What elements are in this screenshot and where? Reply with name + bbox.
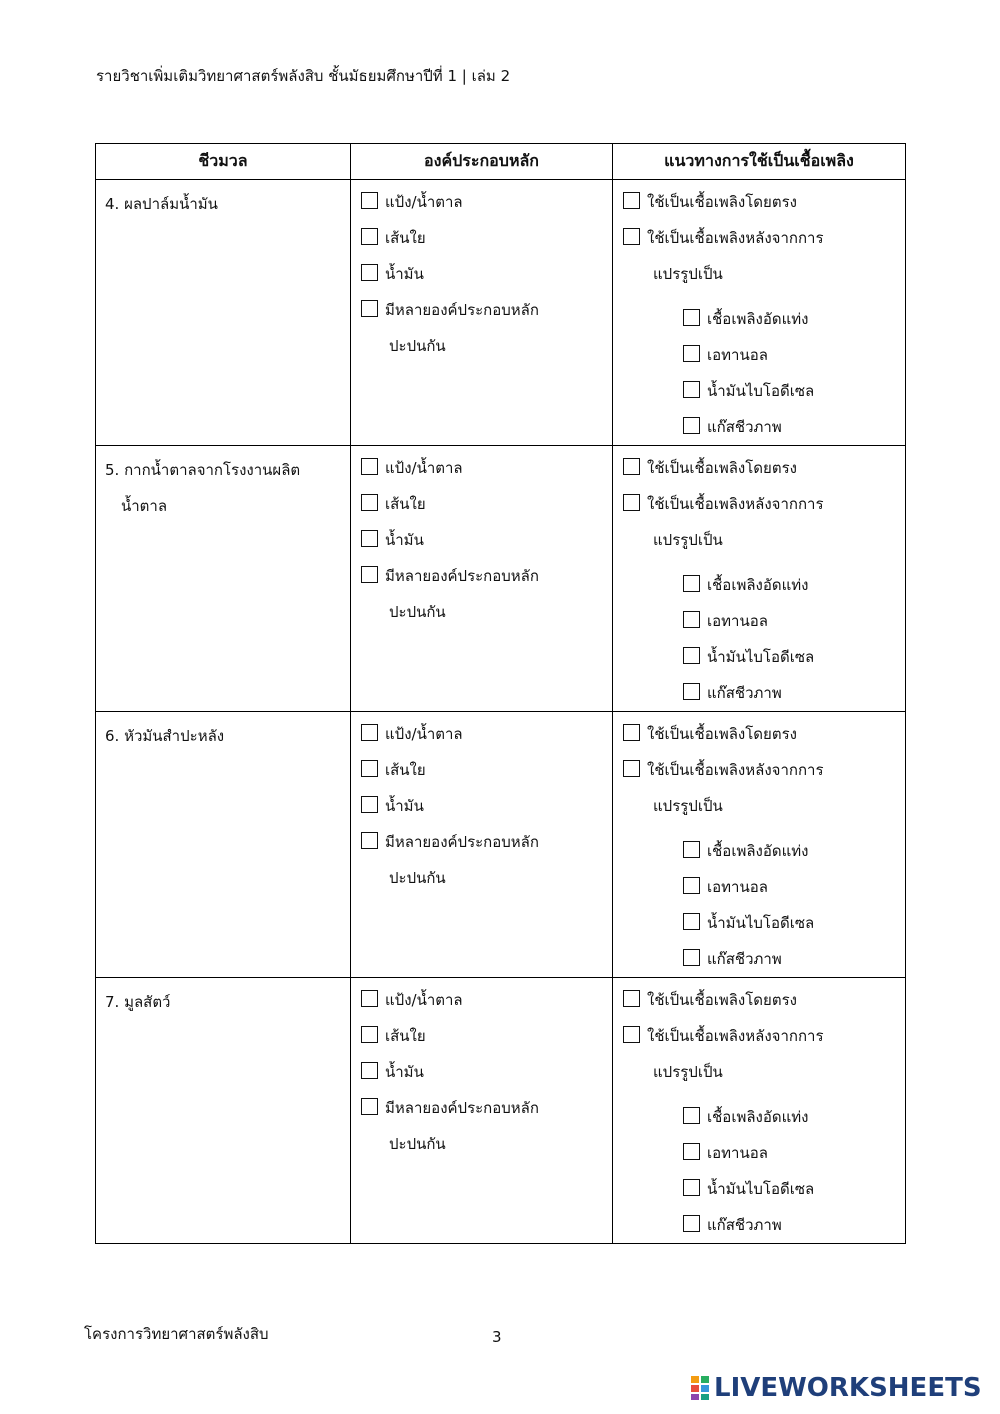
checkbox-label: ใช้เป็นเชื้อเพลิงโดยตรง [647, 193, 797, 211]
biomass-table [95, 143, 906, 1244]
fuel-use-option-cont: แปรรูปเป็น [653, 797, 723, 815]
biomass-name-text: 4. ผลปาล์มน้ำมัน [105, 195, 218, 213]
biomass-name [96, 446, 350, 524]
fuel-use-cell [613, 446, 906, 712]
fuel-subtype-options [623, 1099, 905, 1243]
fuel-use-option [623, 184, 905, 220]
checkbox[interactable] [361, 264, 378, 281]
component-option [361, 558, 612, 594]
components-options [351, 978, 612, 1162]
checkbox[interactable] [361, 760, 378, 777]
biomass-cell [96, 712, 351, 978]
fuel-subtype-option [683, 1171, 905, 1207]
checkbox-label: แป้ง/น้ำตาล [385, 459, 463, 477]
checkbox[interactable] [361, 796, 378, 813]
biomass-name [96, 978, 350, 1020]
fuel-subtype-option [683, 1099, 905, 1135]
checkbox[interactable] [683, 417, 700, 434]
checkbox[interactable] [361, 192, 378, 209]
checkbox[interactable] [683, 381, 700, 398]
checkbox[interactable] [623, 228, 640, 245]
checkbox[interactable] [623, 724, 640, 741]
page-header: รายวิชาเพิ่มเติมวิทยาศาสตร์พลังสิบ ชั้นมัธยมศึกษาปีที่ 1 | เล่ม 2 [96, 67, 511, 85]
fuel-subtype-option [683, 373, 905, 409]
checkbox-label: แป้ง/น้ำตาล [385, 991, 463, 1009]
fuel-subtype-option [683, 337, 905, 373]
checkbox[interactable] [683, 841, 700, 858]
fuel-subtype-option [683, 639, 905, 675]
component-option [361, 788, 612, 824]
biomass-name-cont: น้ำตาล [121, 497, 168, 515]
component-option [361, 982, 612, 1018]
checkbox[interactable] [361, 300, 378, 317]
table-header-row [96, 144, 906, 180]
component-option-cont: ปะปนกัน [389, 869, 446, 887]
fuel-subtype-option [683, 603, 905, 639]
fuel-use-cell [613, 712, 906, 978]
checkbox-label: ใช้เป็นเชื้อเพลิงหลังจากการ [647, 1027, 824, 1045]
fuel-use-cell [613, 180, 906, 446]
checkbox-label: เอทานอล [707, 612, 768, 630]
footer-project: โครงการวิทยาศาสตร์พลังสิบ [84, 1325, 269, 1343]
biomass-name-text: 7. มูลสัตว์ [105, 993, 171, 1011]
checkbox[interactable] [623, 192, 640, 209]
component-option [361, 450, 612, 486]
fuel-use-options [613, 446, 905, 711]
checkbox-label: แก๊สชีวภาพ [707, 950, 782, 968]
liveworksheets-icon [690, 1375, 710, 1401]
component-option [361, 1054, 612, 1090]
fuel-subtype-option [683, 869, 905, 905]
component-option [361, 184, 612, 220]
fuel-use-option [623, 220, 905, 256]
fuel-use-option [623, 486, 905, 522]
checkbox[interactable] [623, 458, 640, 475]
biomass-name-text: 5. กากน้ำตาลจากโรงงานผลิต [105, 461, 301, 479]
checkbox-label: มีหลายองค์ประกอบหลัก [385, 1099, 539, 1117]
checkbox[interactable] [683, 913, 700, 930]
checkbox[interactable] [683, 611, 700, 628]
checkbox[interactable] [683, 1179, 700, 1196]
table-row [96, 180, 906, 446]
checkbox-label: เชื้อเพลิงอัดแท่ง [707, 310, 809, 328]
column-header-biomass: ชีวมวล [96, 144, 351, 180]
checkbox-label: น้ำมัน [385, 1063, 424, 1081]
checkbox-label: แป้ง/น้ำตาล [385, 193, 463, 211]
table-row [96, 446, 906, 712]
checkbox-label: เส้นใย [385, 229, 426, 247]
column-header-fuel-use: แนวทางการใช้เป็นเชื้อเพลิง [613, 144, 906, 180]
component-option [361, 292, 612, 328]
component-option-cont: ปะปนกัน [389, 603, 446, 621]
checkbox-label: ใช้เป็นเชื้อเพลิงโดยตรง [647, 991, 797, 1009]
checkbox-label: ใช้เป็นเชื้อเพลิงหลังจากการ [647, 761, 824, 779]
fuel-use-option-cont: แปรรูปเป็น [653, 265, 723, 283]
component-option [361, 522, 612, 558]
checkbox[interactable] [683, 949, 700, 966]
liveworksheets-logo [690, 1373, 982, 1403]
fuel-use-option [623, 1018, 905, 1054]
checkbox[interactable] [361, 724, 378, 741]
checkbox[interactable] [683, 309, 700, 326]
checkbox[interactable] [361, 1062, 378, 1079]
fuel-subtype-option [683, 675, 905, 711]
fuel-subtype-options [623, 567, 905, 711]
fuel-subtype-option [683, 1135, 905, 1171]
components-cell [351, 712, 613, 978]
checkbox-label: เอทานอล [707, 1144, 768, 1162]
components-cell [351, 180, 613, 446]
checkbox-label: ใช้เป็นเชื้อเพลิงโดยตรง [647, 725, 797, 743]
checkbox-label: เชื้อเพลิงอัดแท่ง [707, 1108, 809, 1126]
fuel-subtype-option [683, 833, 905, 869]
checkbox[interactable] [361, 494, 378, 511]
checkbox-label: เชื้อเพลิงอัดแท่ง [707, 842, 809, 860]
fuel-use-option [623, 716, 905, 752]
checkbox[interactable] [683, 647, 700, 664]
checkbox[interactable] [623, 1026, 640, 1043]
checkbox-label: น้ำมัน [385, 265, 424, 283]
checkbox-label: มีหลายองค์ประกอบหลัก [385, 567, 539, 585]
checkbox-label: มีหลายองค์ประกอบหลัก [385, 301, 539, 319]
checkbox[interactable] [361, 990, 378, 1007]
components-options [351, 180, 612, 364]
checkbox-label: น้ำมันไบโอดีเซล [707, 1180, 815, 1198]
component-option [361, 220, 612, 256]
checkbox[interactable] [361, 566, 378, 583]
checkbox-label: ใช้เป็นเชื้อเพลิงโดยตรง [647, 459, 797, 477]
fuel-subtype-option [683, 905, 905, 941]
fuel-use-options [613, 978, 905, 1243]
biomass-cell [96, 446, 351, 712]
fuel-subtype-option [683, 567, 905, 603]
biomass-cell [96, 180, 351, 446]
checkbox[interactable] [683, 1107, 700, 1124]
fuel-use-cell [613, 978, 906, 1244]
biomass-name [96, 180, 350, 222]
fuel-subtype-options [623, 301, 905, 445]
checkbox-label: ใช้เป็นเชื้อเพลิงหลังจากการ [647, 495, 824, 513]
biomass-cell [96, 978, 351, 1244]
checkbox-label: ใช้เป็นเชื้อเพลิงหลังจากการ [647, 229, 824, 247]
component-option [361, 1018, 612, 1054]
fuel-subtype-option [683, 941, 905, 977]
checkbox[interactable] [683, 575, 700, 592]
checkbox-label: แก๊สชีวภาพ [707, 1216, 782, 1234]
biomass-name [96, 712, 350, 754]
fuel-subtype-option [683, 301, 905, 337]
checkbox[interactable] [683, 1143, 700, 1160]
component-option [361, 824, 612, 860]
fuel-use-options [613, 180, 905, 445]
checkbox[interactable] [361, 1098, 378, 1115]
checkbox[interactable] [361, 530, 378, 547]
component-option [361, 486, 612, 522]
component-option [361, 752, 612, 788]
column-header-components: องค์ประกอบหลัก [351, 144, 613, 180]
component-option-cont: ปะปนกัน [389, 337, 446, 355]
component-option [361, 256, 612, 292]
brand-text: LIVEWORKSHEETS [714, 1373, 982, 1403]
components-cell [351, 446, 613, 712]
checkbox-label: เส้นใย [385, 761, 426, 779]
fuel-use-options [613, 712, 905, 977]
checkbox-label: แก๊สชีวภาพ [707, 418, 782, 436]
checkbox-label: เอทานอล [707, 346, 768, 364]
fuel-use-option-cont: แปรรูปเป็น [653, 1063, 723, 1081]
component-option [361, 716, 612, 752]
fuel-use-option-cont: แปรรูปเป็น [653, 531, 723, 549]
checkbox-label: น้ำมันไบโอดีเซล [707, 914, 815, 932]
checkbox-label: แป้ง/น้ำตาล [385, 725, 463, 743]
components-options [351, 712, 612, 896]
checkbox[interactable] [361, 458, 378, 475]
component-option-cont: ปะปนกัน [389, 1135, 446, 1153]
checkbox-label: น้ำมัน [385, 797, 424, 815]
page-number: 3 [492, 1328, 502, 1346]
checkbox-label: น้ำมัน [385, 531, 424, 549]
checkbox[interactable] [683, 1215, 700, 1232]
checkbox-label: น้ำมันไบโอดีเซล [707, 382, 815, 400]
checkbox[interactable] [623, 494, 640, 511]
checkbox-label: เอทานอล [707, 878, 768, 896]
checkbox-label: เส้นใย [385, 495, 426, 513]
checkbox-label: น้ำมันไบโอดีเซล [707, 648, 815, 666]
checkbox[interactable] [361, 832, 378, 849]
checkbox[interactable] [683, 683, 700, 700]
fuel-use-option [623, 450, 905, 486]
checkbox-label: มีหลายองค์ประกอบหลัก [385, 833, 539, 851]
components-options [351, 446, 612, 630]
components-cell [351, 978, 613, 1244]
fuel-subtype-option [683, 1207, 905, 1243]
checkbox[interactable] [683, 877, 700, 894]
fuel-use-option [623, 982, 905, 1018]
fuel-subtype-option [683, 409, 905, 445]
table-row [96, 712, 906, 978]
fuel-use-option [623, 752, 905, 788]
biomass-name-text: 6. หัวมันสำปะหลัง [105, 727, 225, 745]
checkbox[interactable] [361, 228, 378, 245]
table-row [96, 978, 906, 1244]
fuel-subtype-options [623, 833, 905, 977]
checkbox[interactable] [623, 760, 640, 777]
checkbox[interactable] [623, 990, 640, 1007]
checkbox-label: เชื้อเพลิงอัดแท่ง [707, 576, 809, 594]
checkbox-label: เส้นใย [385, 1027, 426, 1045]
checkbox[interactable] [683, 345, 700, 362]
checkbox-label: แก๊สชีวภาพ [707, 684, 782, 702]
component-option [361, 1090, 612, 1126]
checkbox[interactable] [361, 1026, 378, 1043]
